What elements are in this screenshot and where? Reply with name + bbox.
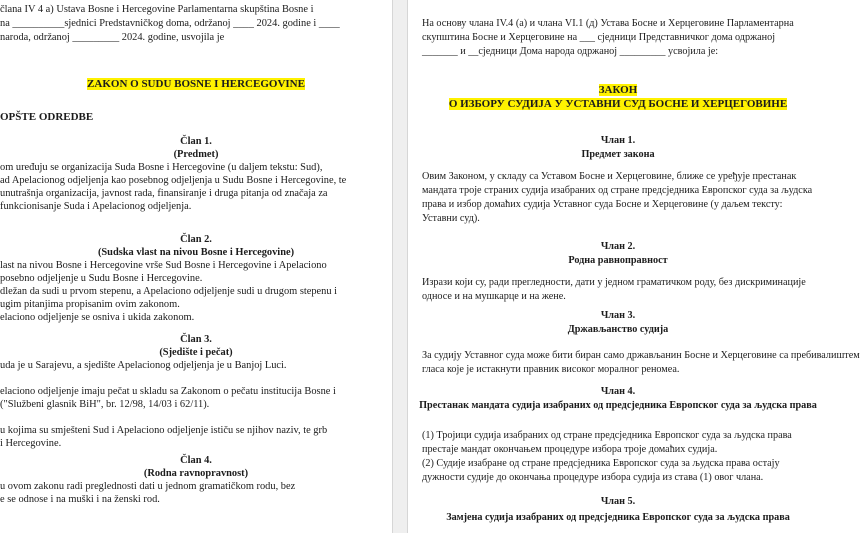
article-text-line: ad Apelacionog odjeljenja kao posebnog odjeljenja u Sudu Bosne i Hercegovine, te: [0, 175, 347, 186]
article-number: Član 1.: [180, 136, 212, 147]
article-text-line: односе и на мушкарце и на жене.: [422, 291, 566, 302]
article-text-line: (2) Судије изабране од стране предсједника Европског суда за људска права остају: [422, 458, 780, 469]
article-name: (Predmet): [173, 149, 219, 160]
article-text-line: om uređuju se organizacija Suda Bosne i Hercegovine (u daljem tekstu: Sud),: [0, 162, 323, 173]
article-text-line: u kojima su smješteni Sud i Apelaciono odjeljenje ističu se njihov naziv, te grb: [0, 425, 328, 436]
article-text-line: last na nivou Bosne i Hercegovine vrše Sud Bosne i Hercegovine i Apelaciono: [0, 260, 327, 271]
law-title: ЗАКОН: [598, 84, 638, 96]
left-document-page: [0, 0, 392, 533]
article-text-line: гласа које је истакнути правник високог моралног реномеа.: [422, 364, 680, 375]
article-text-line: мандата троје страних судија изабраних од стране предсједника Европског суда за људска: [422, 185, 813, 196]
article-number: Član 3.: [180, 334, 212, 345]
article-text-line: престаје мандат окончањем процедуре избора троје домаћих судија.: [422, 444, 718, 455]
right-document-page: [408, 0, 860, 533]
article-text-line: e se odnose i na muški i na ženski rod.: [0, 494, 160, 505]
article-text-line: uda je u Sarajevu, a sjedište Apelacionog odjeljenja je u Banjoj Luci.: [0, 360, 287, 371]
article-text-line: ugim pitanjima propisanim ovim zakonom.: [0, 299, 180, 310]
article-name: Престанак мандата судија изабраних од предсједника Европског суда за људска права: [419, 400, 817, 411]
article-name: Родна равноправност: [568, 255, 668, 266]
article-text-line: За судију Уставног суда може бити биран само држављанин Босне и Херцеговине са пребивалиштем: [422, 350, 860, 361]
article-text-line: dležan da sudi u prvom stepenu, a Apelaciono odjeljenje sudi u drugom stepenu i: [0, 286, 338, 297]
article-text-line: u ovom zakonu radi preglednosti dati u jednom gramatičkom rodu, bez: [0, 481, 296, 492]
article-text-line: Овим Законом, у складу са Уставом Босне и Херцеговине, ближе се уређује престанак: [422, 171, 797, 182]
section-heading: OPŠTE ODREDBE: [0, 111, 94, 123]
article-name: (Sudska vlast na nivou Bosne i Hercegovine): [97, 247, 295, 258]
intro-line: naroda, održanoj _________ 2024. godine, usvojila je: [0, 32, 225, 43]
intro-line: na __________sjednici Predstavničkog doma, održanoj ____ 2024. godine i ____: [0, 18, 340, 29]
article-text-line: unutrašnja organizacija, javnost rada, finansiranje i druga pitanja od značaja za: [0, 188, 328, 199]
article-number: Član 4.: [180, 455, 212, 466]
article-name: Предмет закона: [581, 149, 655, 160]
article-text-line: ("Službeni glasnik BiH", br. 12/98, 14/03 i 62/11).: [0, 399, 210, 410]
article-text-line: funkcionisanje Suda i Apelacionog odjeljenja.: [0, 201, 192, 212]
intro-line: člana IV 4 a) Ustava Bosne i Hercegovine Parlamentarna skupština Bosne i: [0, 4, 314, 15]
article-number: Члан 3.: [600, 310, 636, 321]
article-text-line: i Hercegovine.: [0, 438, 62, 449]
intro-line: скупштина Босне и Херцеговине на ___ сједници Представничког дома одржаној: [422, 32, 776, 43]
intro-line: _______ и __сједници Дома народа одржаној _________ усвојила је:: [422, 46, 719, 57]
article-number: Члан 2.: [600, 241, 636, 252]
law-title-subtitle: О ИЗБОРУ СУДИЈА У УСТАВНИ СУД БОСНЕ И ХЕРЦЕГОВИНЕ: [448, 98, 788, 110]
page-divider: [392, 0, 408, 533]
article-number: Члан 5.: [600, 496, 636, 507]
article-name: Држављанство судија: [567, 324, 669, 335]
article-text-line: posebno odjeljenje u Sudu Bosne i Hercegovine.: [0, 273, 203, 284]
article-text-line: elaciono odjeljenje imaju pečat u skladu sa Zakonom o pečatu institucija Bosne i: [0, 386, 336, 397]
article-name: (Rodna ravnopravnost): [143, 468, 249, 479]
article-text-line: Изрази који су, ради прегледности, дати у једном граматичком роду, без дискриминације: [422, 277, 806, 288]
article-text-line: (1) Тројици судија изабраних од стране предсједника Европског суда за људска права: [422, 430, 792, 441]
article-number: Član 2.: [180, 234, 212, 245]
intro-line: На основу члана IV.4 (а) и члана VI.1 (д) Устава Босне и Херцеговине Парламентарна: [422, 18, 794, 29]
article-text-line: дужности судије до окончања процедуре избора судија из става (1) овог члана.: [422, 472, 764, 483]
article-number: Члан 1.: [600, 135, 636, 146]
article-text-line: права и избор домаћих судија Уставног суда Босне и Херцеговине (у даљем тексту:: [422, 199, 783, 210]
article-name: Замјена судија изабраних од предсједника Европског суда за људска права: [446, 512, 790, 523]
article-number: Члан 4.: [600, 386, 636, 397]
article-text-line: elaciono odjeljenje se osniva i ukida zakonom.: [0, 312, 195, 323]
law-title: ZAKON O SUDU BOSNE I HERCEGOVINE: [87, 78, 305, 90]
article-name: (Sjedište i pečat): [159, 347, 233, 358]
article-text-line: Уставни суд).: [422, 213, 480, 224]
